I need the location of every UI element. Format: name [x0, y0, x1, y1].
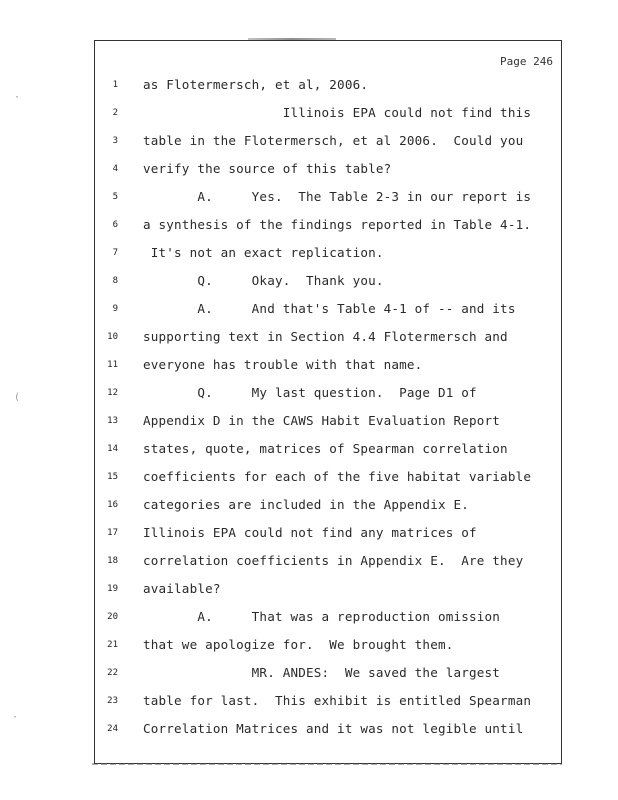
- transcript-line: [95, 301, 561, 321]
- transcript-line: [95, 553, 561, 573]
- transcript-line: [95, 77, 561, 97]
- line-number: 9: [112, 304, 118, 314]
- transcript-line: [95, 413, 561, 433]
- transcript-line: [95, 385, 561, 405]
- transcript-line: [95, 665, 561, 685]
- line-text: Illinois EPA could not find this: [143, 105, 532, 120]
- line-number: 2: [112, 108, 118, 118]
- line-number: 13: [107, 416, 118, 426]
- line-text: supporting text in Section 4.4 Flotermersch and: [143, 329, 508, 344]
- line-text: categories are included in the Appendix E.: [143, 497, 470, 512]
- transcript-line: [95, 693, 561, 713]
- line-number: 3: [112, 136, 118, 146]
- line-text: as Flotermersch, et al, 2006.: [143, 77, 369, 92]
- transcript-line: [95, 105, 561, 125]
- transcript-line: [95, 441, 561, 461]
- transcript-line: [95, 497, 561, 517]
- line-text: Correlation Matrices and it was not legible until: [143, 721, 524, 736]
- transcript-line: [95, 609, 561, 629]
- line-number: 24: [107, 724, 118, 734]
- line-text: states, quote, matrices of Spearman correlation: [143, 441, 508, 456]
- transcript-line: [95, 161, 561, 181]
- line-number: 15: [107, 472, 118, 482]
- line-number: 18: [107, 556, 118, 566]
- line-text: table for last. This exhibit is entitled Spearman: [143, 693, 532, 708]
- line-number: 20: [107, 612, 118, 622]
- transcript-line: [95, 245, 561, 265]
- line-text: Illinois EPA could not find any matrices of: [143, 525, 477, 540]
- line-text: A. Yes. The Table 2-3 in our report is: [143, 189, 532, 204]
- line-text: It's not an exact replication.: [143, 245, 384, 260]
- line-number: 6: [112, 220, 118, 230]
- line-text: table in the Flotermersch, et al 2006. Could you: [143, 133, 524, 148]
- line-number: 14: [107, 444, 118, 454]
- transcript-line: [95, 329, 561, 349]
- transcript-line: [95, 637, 561, 657]
- transcript-line: [95, 133, 561, 153]
- transcript-line: [95, 357, 561, 377]
- line-text: Appendix D in the CAWS Habit Evaluation Report: [143, 413, 501, 428]
- page-number: Page 246: [500, 55, 553, 68]
- line-number: 22: [107, 668, 118, 678]
- transcript-line: [95, 273, 561, 293]
- transcript-line: [95, 581, 561, 601]
- line-text: Q. Okay. Thank you.: [143, 273, 384, 288]
- line-text: Q. My last question. Page D1 of: [143, 385, 477, 400]
- line-text: verify the source of this table?: [143, 161, 392, 176]
- transcript-page: [94, 40, 562, 764]
- line-number: 8: [112, 276, 118, 286]
- line-text: correlation coefficients in Appendix E. Are they: [143, 553, 524, 568]
- line-text: coefficients for each of the five habitat variable: [143, 469, 532, 484]
- line-number: 16: [107, 500, 118, 510]
- transcript-line: [95, 525, 561, 545]
- scan-artifact-bottom: [92, 763, 562, 765]
- line-number: 12: [107, 388, 118, 398]
- line-text: everyone has trouble with that name.: [143, 357, 423, 372]
- line-text: A. That was a reproduction omission: [143, 609, 501, 624]
- line-number: 1: [112, 80, 118, 90]
- line-number: 23: [107, 696, 118, 706]
- line-text: available?: [143, 581, 221, 596]
- transcript-line: [95, 721, 561, 741]
- line-text: A. And that's Table 4-1 of -- and its: [143, 301, 516, 316]
- margin-speck: ·: [14, 92, 21, 103]
- line-text: that we apologize for. We brought them.: [143, 637, 454, 652]
- margin-bracket-mark: (: [14, 392, 21, 403]
- line-number: 11: [107, 360, 118, 370]
- transcript-line: [95, 217, 561, 237]
- transcript-line: [95, 469, 561, 489]
- line-text: MR. ANDES: We saved the largest: [143, 665, 501, 680]
- line-number: 5: [112, 192, 118, 202]
- line-number: 19: [107, 584, 118, 594]
- line-number: 21: [107, 640, 118, 650]
- line-number: 4: [112, 164, 118, 174]
- margin-speck: ·: [12, 712, 19, 723]
- transcript-line: [95, 189, 561, 209]
- line-text: a synthesis of the findings reported in Table 4-1.: [143, 217, 532, 232]
- line-number: 7: [112, 248, 118, 258]
- line-number: 17: [107, 528, 118, 538]
- line-number: 10: [107, 332, 118, 342]
